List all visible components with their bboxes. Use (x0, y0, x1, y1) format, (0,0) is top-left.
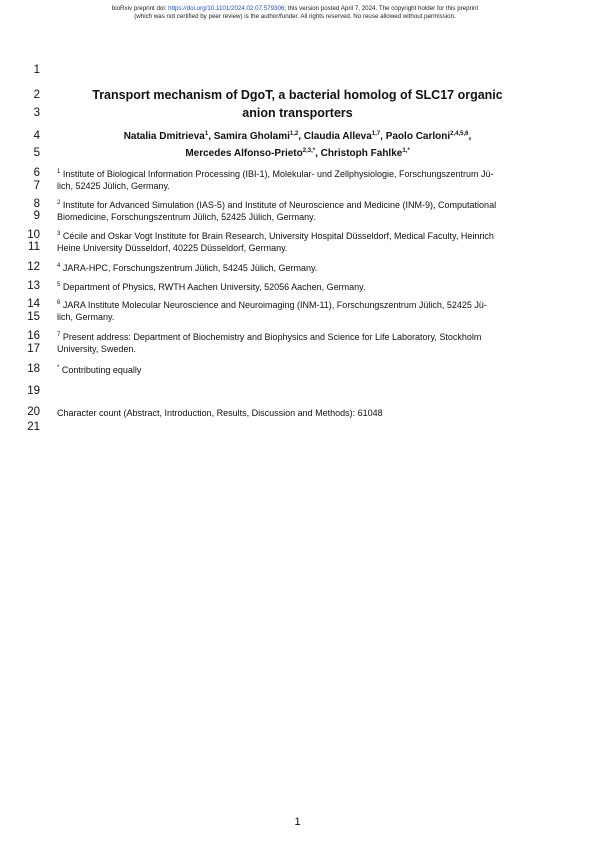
affiliation-text: University, Sweden. (57, 344, 136, 354)
line-number: 13 (27, 280, 40, 292)
affiliation-1 (57, 168, 543, 192)
character-count: Character count (Abstract, Introduction, Results, Discussion and Methods): 61048 (57, 408, 383, 418)
affiliation-7 (57, 331, 543, 355)
banner-suffix: ; this version posted April 7, 2024. The copyright holder for this preprint (284, 5, 479, 12)
affiliation-text: Present address: Department of Biochemistry and Biophysics and Science for Life Laboratory, Stockholm (62, 332, 482, 342)
banner-line-1 (50, 5, 540, 13)
banner-prefix: bioRxiv preprint doi: (111, 5, 169, 12)
paper-title-line-1: Transport mechanism of DgoT, a bacterial homolog of SLC17 organic (92, 88, 503, 102)
line-number: 19 (27, 385, 40, 397)
affiliation-text: Cécile and Oskar Vogt Institute for Brain Research, University Hospital Düsseldorf, Medical Faculty, Heinrich (62, 231, 494, 241)
line-number: 9 (33, 210, 40, 222)
affiliation-text: JARA-HPC, Forschungszentrum Jülich, 54245 Jülich, Germany. (62, 263, 318, 273)
line-number: 16 (27, 330, 40, 342)
contributing-text: Contributing equally (61, 365, 142, 375)
line-number: 3 (33, 107, 40, 119)
line-number: 17 (27, 343, 40, 355)
author-line-2: Mercedes Alfonso-Prieto$^{2,3,*}$, Christoph Fahlke$^{1,*}$ (185, 148, 410, 159)
line-number: 4 (33, 130, 40, 142)
doi-link[interactable]: https://doi.org/10.1101/2024.02.07.579306 (168, 5, 285, 12)
affiliation-sup: 5 (57, 282, 61, 288)
affiliation-sup: 2 (57, 200, 61, 206)
line-number: 21 (27, 421, 40, 433)
contributing-sup: * (57, 365, 60, 371)
affiliation-sup: 3 (57, 231, 61, 237)
affiliation-sup: 7 (57, 332, 61, 338)
author-name: Claudia Alleva (303, 131, 372, 142)
affiliation-text: Institute for Advanced Simulation (IAS-5) and Institute of Neuroscience and Medicine (INM-9), Computational (62, 200, 497, 210)
author-name: Samira Gholami (213, 131, 290, 142)
affiliation-text: lich, Germany. (57, 312, 115, 322)
affiliation-sup: 6 (57, 300, 61, 306)
author-affiliation-sup: 1 (204, 131, 209, 137)
affiliation-text: Heine University Düsseldorf, 40225 Düsseldorf, Germany. (57, 243, 288, 253)
line-number: 18 (27, 363, 40, 375)
line-number: 5 (33, 147, 40, 159)
author-name: Natalia Dmitrieva (123, 131, 205, 142)
line-number: 7 (33, 180, 40, 192)
affiliation-text: Institute of Biological Information Processing (IBI-1), Molekular- und Zellphysiologie, Forschungszentrum Jü- (62, 169, 494, 179)
author-affiliation-sup: 1,7 (371, 131, 381, 137)
author-name: Mercedes Alfonso-Prieto (185, 148, 303, 159)
line-number: 8 (33, 198, 40, 210)
affiliation-4 (57, 262, 543, 274)
author-affiliation-sup: 2,4,5,6 (450, 131, 469, 137)
author-name: Christoph Fahlke (320, 148, 403, 159)
line-number: 15 (27, 311, 40, 323)
author-line-1: Natalia Dmitrieva$^1$, Samira Gholami$^{1,2}$, Claudia Alleva$^{1,7}$, Paolo Carloni$^{2,4,5,6}$, (123, 131, 472, 142)
line-number: 1 (33, 64, 40, 76)
line-number: 10 (27, 229, 40, 241)
affiliation-5 (57, 281, 543, 293)
affiliation-sup: 4 (57, 263, 61, 269)
affiliation-2 (57, 199, 543, 223)
contributing-note (57, 364, 543, 376)
author-affiliation-sup: 2,3,* (302, 148, 316, 154)
author-affiliation-sup: 1,* (402, 148, 410, 154)
author-name: Paolo Carloni (385, 131, 451, 142)
line-number: 12 (27, 261, 40, 273)
affiliation-text: lich, 52425 Jülich, Germany. (57, 181, 170, 191)
line-number: 2 (33, 89, 40, 101)
author-affiliation-sup: 1,2 (289, 131, 299, 137)
affiliation-text: JARA Institute Molecular Neuroscience and Neuroimaging (INM-11), Forschungszentrum Jülich, 52425 Jü- (62, 300, 487, 310)
affiliation-6 (57, 299, 543, 323)
affiliation-text: Department of Physics, RWTH Aachen University, 52056 Aachen, Germany. (62, 282, 366, 292)
page-number: 1 (294, 816, 301, 828)
banner-line-2: (which was not certified by peer review) is the author/funder. All rights reserved. No reuse allowed without permission. (134, 13, 456, 20)
affiliation-3 (57, 230, 543, 254)
paper-title-line-2: anion transporters (242, 106, 353, 120)
preprint-banner (50, 5, 540, 21)
affiliation-sup: 1 (57, 169, 61, 175)
affiliation-text: Biomedicine, Forschungszentrum Jülich, 52425 Jülich, Germany. (57, 212, 316, 222)
line-number: 14 (27, 298, 40, 310)
line-number: 6 (33, 167, 40, 179)
line-number: 20 (27, 406, 40, 418)
line-number: 11 (28, 241, 40, 253)
